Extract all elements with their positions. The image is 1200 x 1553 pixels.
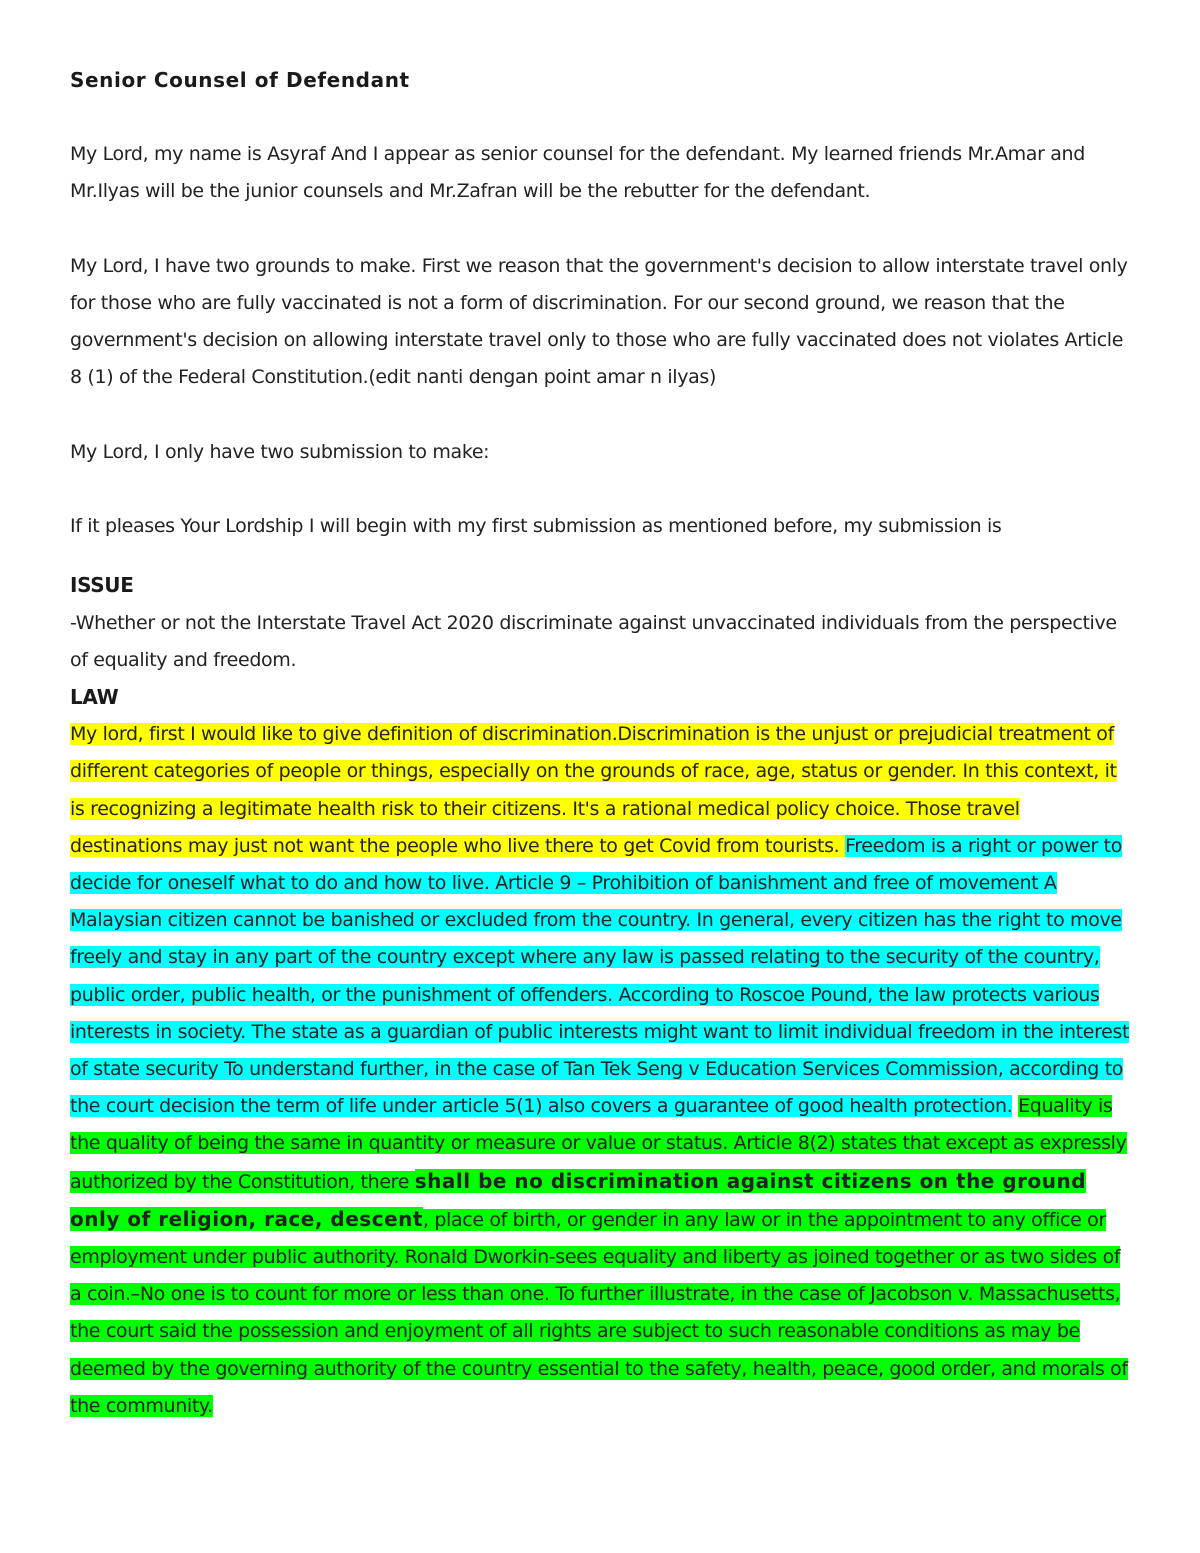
equality-continuation-highlight: , place of birth, or gender in any law or in the appointment to any office or employment under public authority. Ronald Dworkin-sees equality and liberty as joined together or as two sides of a coin.–No one is to count for more or less than one. To further illustrate, in the case of Jacobson v. Massachusetts, the court said the possession and enjoyment of all rights are subject to such reasonable conditions as may be deemed by the governing authority of the country essential to the safety, health, peace, good order, and morals of the community.	[70, 1208, 1128, 1417]
freedom-definition-highlight: Freedom is a right or power to decide for oneself what to do and how to live. Article 9 – Prohibition of banishment and free of movement A Malaysian citizen cannot be banished or excluded from the country. In general, every citizen has the right to move freely and stay in any part of the country except where any law is passed relating to the security of the country, public order, public health, or the punishment of offenders. According to Roscoe Pound, the law protects various interests in society. The state as a guardian of public interests might want to limit individual freedom in the interest of state security To understand further, in the case of Tan Tek Seng v Education Services Commission, according to the court decision the term of life under article 5(1) also covers a guarantee of good health protection.	[70, 834, 1130, 1118]
issue-text: -Whether or not the Interstate Travel Act 2020 discriminate against unvaccinated individuals from the perspective of equality and freedom.	[70, 611, 1117, 671]
issue-heading: ISSUE	[70, 573, 134, 598]
discrimination-definition-highlight: My lord, first I would like to give definition of discrimination.Discrimination is the unjust or prejudicial treatment of different categories of people or things, especially on the grounds of race, age, status or gender. In this context, it is recognizing a legitimate health risk to their citizens. It's a rational medical policy choice. Those travel destinations may just not want the people who live there to get Covid from tourists.	[70, 723, 1117, 857]
law-paragraph	[70, 716, 1132, 1425]
document-page	[70, 62, 1132, 1425]
intro-paragraph: My Lord, my name is Asyraf And I appear as senior counsel for the defendant. My learned friends Mr.Amar and Mr.Ilyas will be the junior counsels and Mr.Zafran will be the rebutter for the defendant.	[70, 143, 1085, 203]
submission-count-paragraph: My Lord, I only have two submission to make:	[70, 440, 490, 463]
grounds-paragraph: My Lord, I have two grounds to make. First we reason that the government's decision to allow interstate travel only for those who are fully vaccinated is not a form of discrimination. For our second ground, we reason that the government's decision on allowing interstate travel only to those who are fully vaccinated does not violates Article 8 (1) of the Federal Constitution.(edit nanti dengan point amar n ilyas)	[70, 254, 1128, 389]
law-heading: LAW	[70, 685, 119, 709]
first-submission-paragraph: If it pleases Your Lordship I will begin with my first submission as mentioned before, my submission is	[70, 515, 1002, 538]
article-8-bold-quote: shall be no discrimination against citizens on the ground only of religion, race, descent	[70, 1168, 1087, 1231]
equality-definition-highlight: Equality is the quality of being the same in quantity or measure or value or status. Article 8(2) states that except as expressly authorized by the Constitution, there	[70, 1095, 1127, 1193]
document-title: Senior Counsel of Defendant	[70, 68, 410, 92]
